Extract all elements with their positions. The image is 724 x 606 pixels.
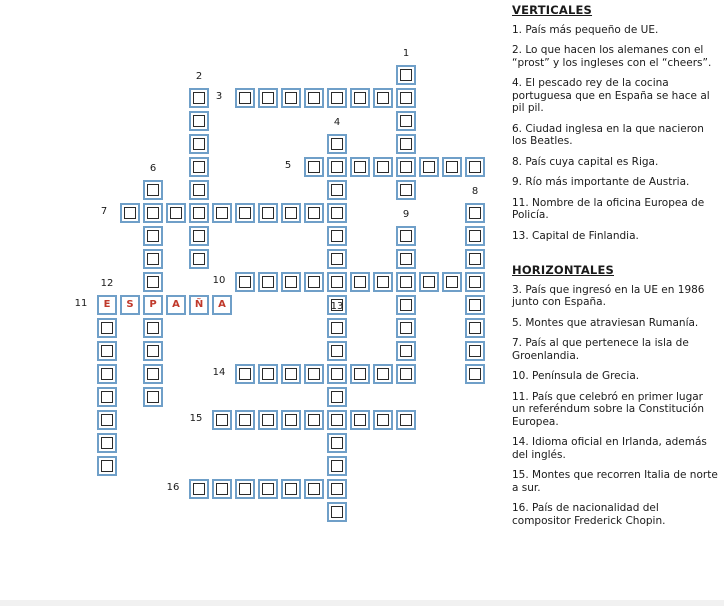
crossword-cell[interactable] [97,433,117,453]
crossword-cell[interactable] [396,157,416,177]
crossword-cell[interactable] [327,88,347,108]
clue-number-12: 12 [100,278,114,289]
crossword-cell[interactable] [304,203,324,223]
crossword-cell[interactable] [350,272,370,292]
clue-v9: 9. Río más importante de Austria. [512,176,690,188]
clue-number-8: 8 [471,186,479,197]
crossword-cell[interactable] [258,88,278,108]
crossword-cell[interactable] [143,272,163,292]
clue-v11: 11. Nombre de la oficina Europea de Policía. [512,196,705,221]
clue-number-16: 16 [166,482,180,493]
crossword-cell[interactable] [304,157,324,177]
verticales-heading: VERTICALES [512,3,593,17]
crossword-cell[interactable] [373,88,393,108]
clue-h7: 7. País al que pertenece la isla de Groenlandia. [512,337,689,362]
crossword-cell[interactable] [350,410,370,430]
crossword-cell[interactable] [465,249,485,269]
crossword-cell[interactable] [304,364,324,384]
crossword-cell[interactable] [327,318,347,338]
verticales-list [512,24,718,243]
clue-number-13: 13 [330,301,344,312]
crossword-cell[interactable] [327,364,347,384]
clue-v8: 8. País cuya capital es Riga. [512,155,659,168]
crossword-cell[interactable] [189,134,209,154]
clue-number-14: 14 [212,367,226,378]
crossword-cell[interactable] [235,272,255,292]
clue-h10: 10. Península de Grecia. [512,370,640,382]
clue-v13: 13. Capital de Finlandia. [512,229,639,242]
crossword-cell[interactable] [189,180,209,200]
crossword-cell[interactable] [143,180,163,200]
crossword-cell[interactable] [396,249,416,269]
crossword-cell[interactable] [212,203,232,223]
crossword-cell[interactable] [396,295,416,315]
crossword-cell[interactable] [465,157,485,177]
crossword-cell[interactable] [419,272,439,292]
clue-number-6: 6 [149,163,157,174]
crossword-cell[interactable] [143,318,163,338]
crossword-cell[interactable] [212,479,232,499]
clue-h14: 14. Idioma oficial en Irlanda, además del inglés. [512,436,707,461]
crossword-cell[interactable] [97,387,117,407]
clue-number-11: 11 [74,298,88,309]
crossword-cell[interactable] [396,134,416,154]
crossword-cell[interactable] [327,387,347,407]
crossword-letter-cell[interactable]: E [97,295,117,315]
crossword-letter-cell[interactable]: A [166,295,186,315]
clue-v6: 6. Ciudad inglesa en la que nacieron los Beatles. [512,122,704,147]
crossword-cell[interactable] [143,341,163,361]
clue-number-9: 9 [402,209,410,220]
crossword-cell[interactable] [281,364,301,384]
crossword-cell[interactable] [396,364,416,384]
clue-h16: 16. País de nacionalidad del compositor Frederick Chopin. [512,502,666,527]
crossword-cell[interactable] [304,88,324,108]
crossword-cell[interactable] [373,272,393,292]
crossword-cell[interactable] [166,203,186,223]
crossword-cell[interactable] [97,341,117,361]
crossword-cell[interactable] [327,203,347,223]
clue-number-1: 1 [402,48,410,59]
crossword-cell[interactable] [327,502,347,522]
crossword-cell[interactable] [465,203,485,223]
crossword-cell[interactable] [258,203,278,223]
crossword-cell[interactable] [373,364,393,384]
clue-h3: 3. País que ingresó en la UE en 1986 junto con España. [512,283,705,308]
crossword-cell[interactable] [327,456,347,476]
crossword-cell[interactable] [189,479,209,499]
clue-number-3: 3 [215,91,223,102]
crossword-cell[interactable] [396,180,416,200]
clue-h15: 15. Montes que recorren Italia de norte a sur. [512,469,718,494]
crossword-cell[interactable] [143,226,163,246]
clue-v1: 1. País más pequeño de UE. [512,23,659,36]
clue-h5: 5. Montes que atraviesan Rumanía. [512,316,699,329]
crossword-cell[interactable] [97,364,117,384]
crossword-cell[interactable] [281,272,301,292]
crossword-cell[interactable] [419,157,439,177]
crossword-cell[interactable] [350,157,370,177]
crossword-cell[interactable] [235,364,255,384]
crossword-cell[interactable] [189,226,209,246]
crossword-cell[interactable] [465,272,485,292]
crossword-cell[interactable] [327,433,347,453]
crossword-cell[interactable] [373,157,393,177]
crossword-letter-cell[interactable]: P [143,295,163,315]
crossword-cell[interactable] [143,249,163,269]
clue-number-10: 10 [212,275,226,286]
crossword-cell[interactable] [281,479,301,499]
clue-number-4: 4 [333,117,341,128]
crossword-cell[interactable] [304,479,324,499]
crossword-cell[interactable] [373,410,393,430]
crossword-cell[interactable] [465,341,485,361]
crossword-cell[interactable] [396,410,416,430]
crossword-cell[interactable] [281,203,301,223]
crossword-cell[interactable] [327,410,347,430]
crossword-cell[interactable] [97,410,117,430]
crossword-cell[interactable] [304,272,324,292]
crossword-cell[interactable] [281,88,301,108]
crossword-cell[interactable] [465,226,485,246]
crossword-cell[interactable] [97,318,117,338]
crossword-cell[interactable] [143,203,163,223]
bottom-bar [0,600,724,606]
crossword-cell[interactable] [327,157,347,177]
crossword-cell[interactable] [442,272,462,292]
clue-number-7: 7 [100,206,108,217]
crossword-cell[interactable] [120,203,140,223]
crossword-letter-cell[interactable]: Ñ [189,295,209,315]
crossword-cell[interactable] [258,272,278,292]
crossword-cell[interactable] [396,65,416,85]
crossword-cell[interactable] [235,410,255,430]
crossword-cell[interactable] [304,410,324,430]
clue-number-5: 5 [284,160,292,171]
crossword-cell[interactable] [396,318,416,338]
crossword-cell[interactable] [396,226,416,246]
crossword-cell[interactable] [235,479,255,499]
clue-v2: 2. Lo que hacen los alemanes con el “prost” y los ingleses con el “cheers”. [512,44,712,69]
crossword-cell[interactable] [189,157,209,177]
crossword-cell[interactable] [396,111,416,131]
clue-h11: 11. País que celebró en primer lugar un referéndum sobre la Constitución Europea. [512,390,705,428]
crossword-cell[interactable] [235,203,255,223]
crossword-cell[interactable] [327,226,347,246]
crossword-cell[interactable] [327,341,347,361]
crossword-cell[interactable] [235,88,255,108]
crossword-cell[interactable] [396,272,416,292]
crossword-cell[interactable] [189,249,209,269]
clue-number-15: 15 [189,413,203,424]
crossword-cell[interactable] [327,479,347,499]
crossword-cell[interactable] [350,88,370,108]
crossword-cell[interactable] [258,410,278,430]
crossword-cell[interactable] [465,318,485,338]
crossword-cell[interactable] [350,364,370,384]
horizontales-list [512,284,718,528]
crossword-cell[interactable] [143,387,163,407]
crossword-letter-cell[interactable]: A [212,295,232,315]
crossword-cell[interactable] [189,111,209,131]
crossword-cell[interactable] [327,134,347,154]
horizontales-heading: HORIZONTALES [512,263,614,277]
crossword-cell[interactable] [465,364,485,384]
crossword-cell[interactable] [327,249,347,269]
crossword-letter-cell[interactable]: S [120,295,140,315]
clue-v4: 4. El pescado rey de la cocina portuguesa que en España se hace al pil pil. [512,77,710,114]
crossword-cell[interactable] [327,180,347,200]
crossword-cell[interactable] [442,157,462,177]
crossword-cell[interactable] [189,203,209,223]
crossword-cell[interactable] [212,410,232,430]
crossword-cell[interactable] [396,341,416,361]
crossword-cell[interactable] [327,272,347,292]
crossword-cell[interactable] [258,479,278,499]
crossword-cell[interactable] [143,364,163,384]
crossword-cell[interactable] [281,410,301,430]
crossword-cell[interactable] [396,88,416,108]
crossword-cell[interactable] [189,88,209,108]
clues-panel [512,4,718,535]
crossword-cell[interactable] [465,295,485,315]
crossword-cell[interactable] [97,456,117,476]
clue-number-2: 2 [195,71,203,82]
crossword-cell[interactable] [258,364,278,384]
